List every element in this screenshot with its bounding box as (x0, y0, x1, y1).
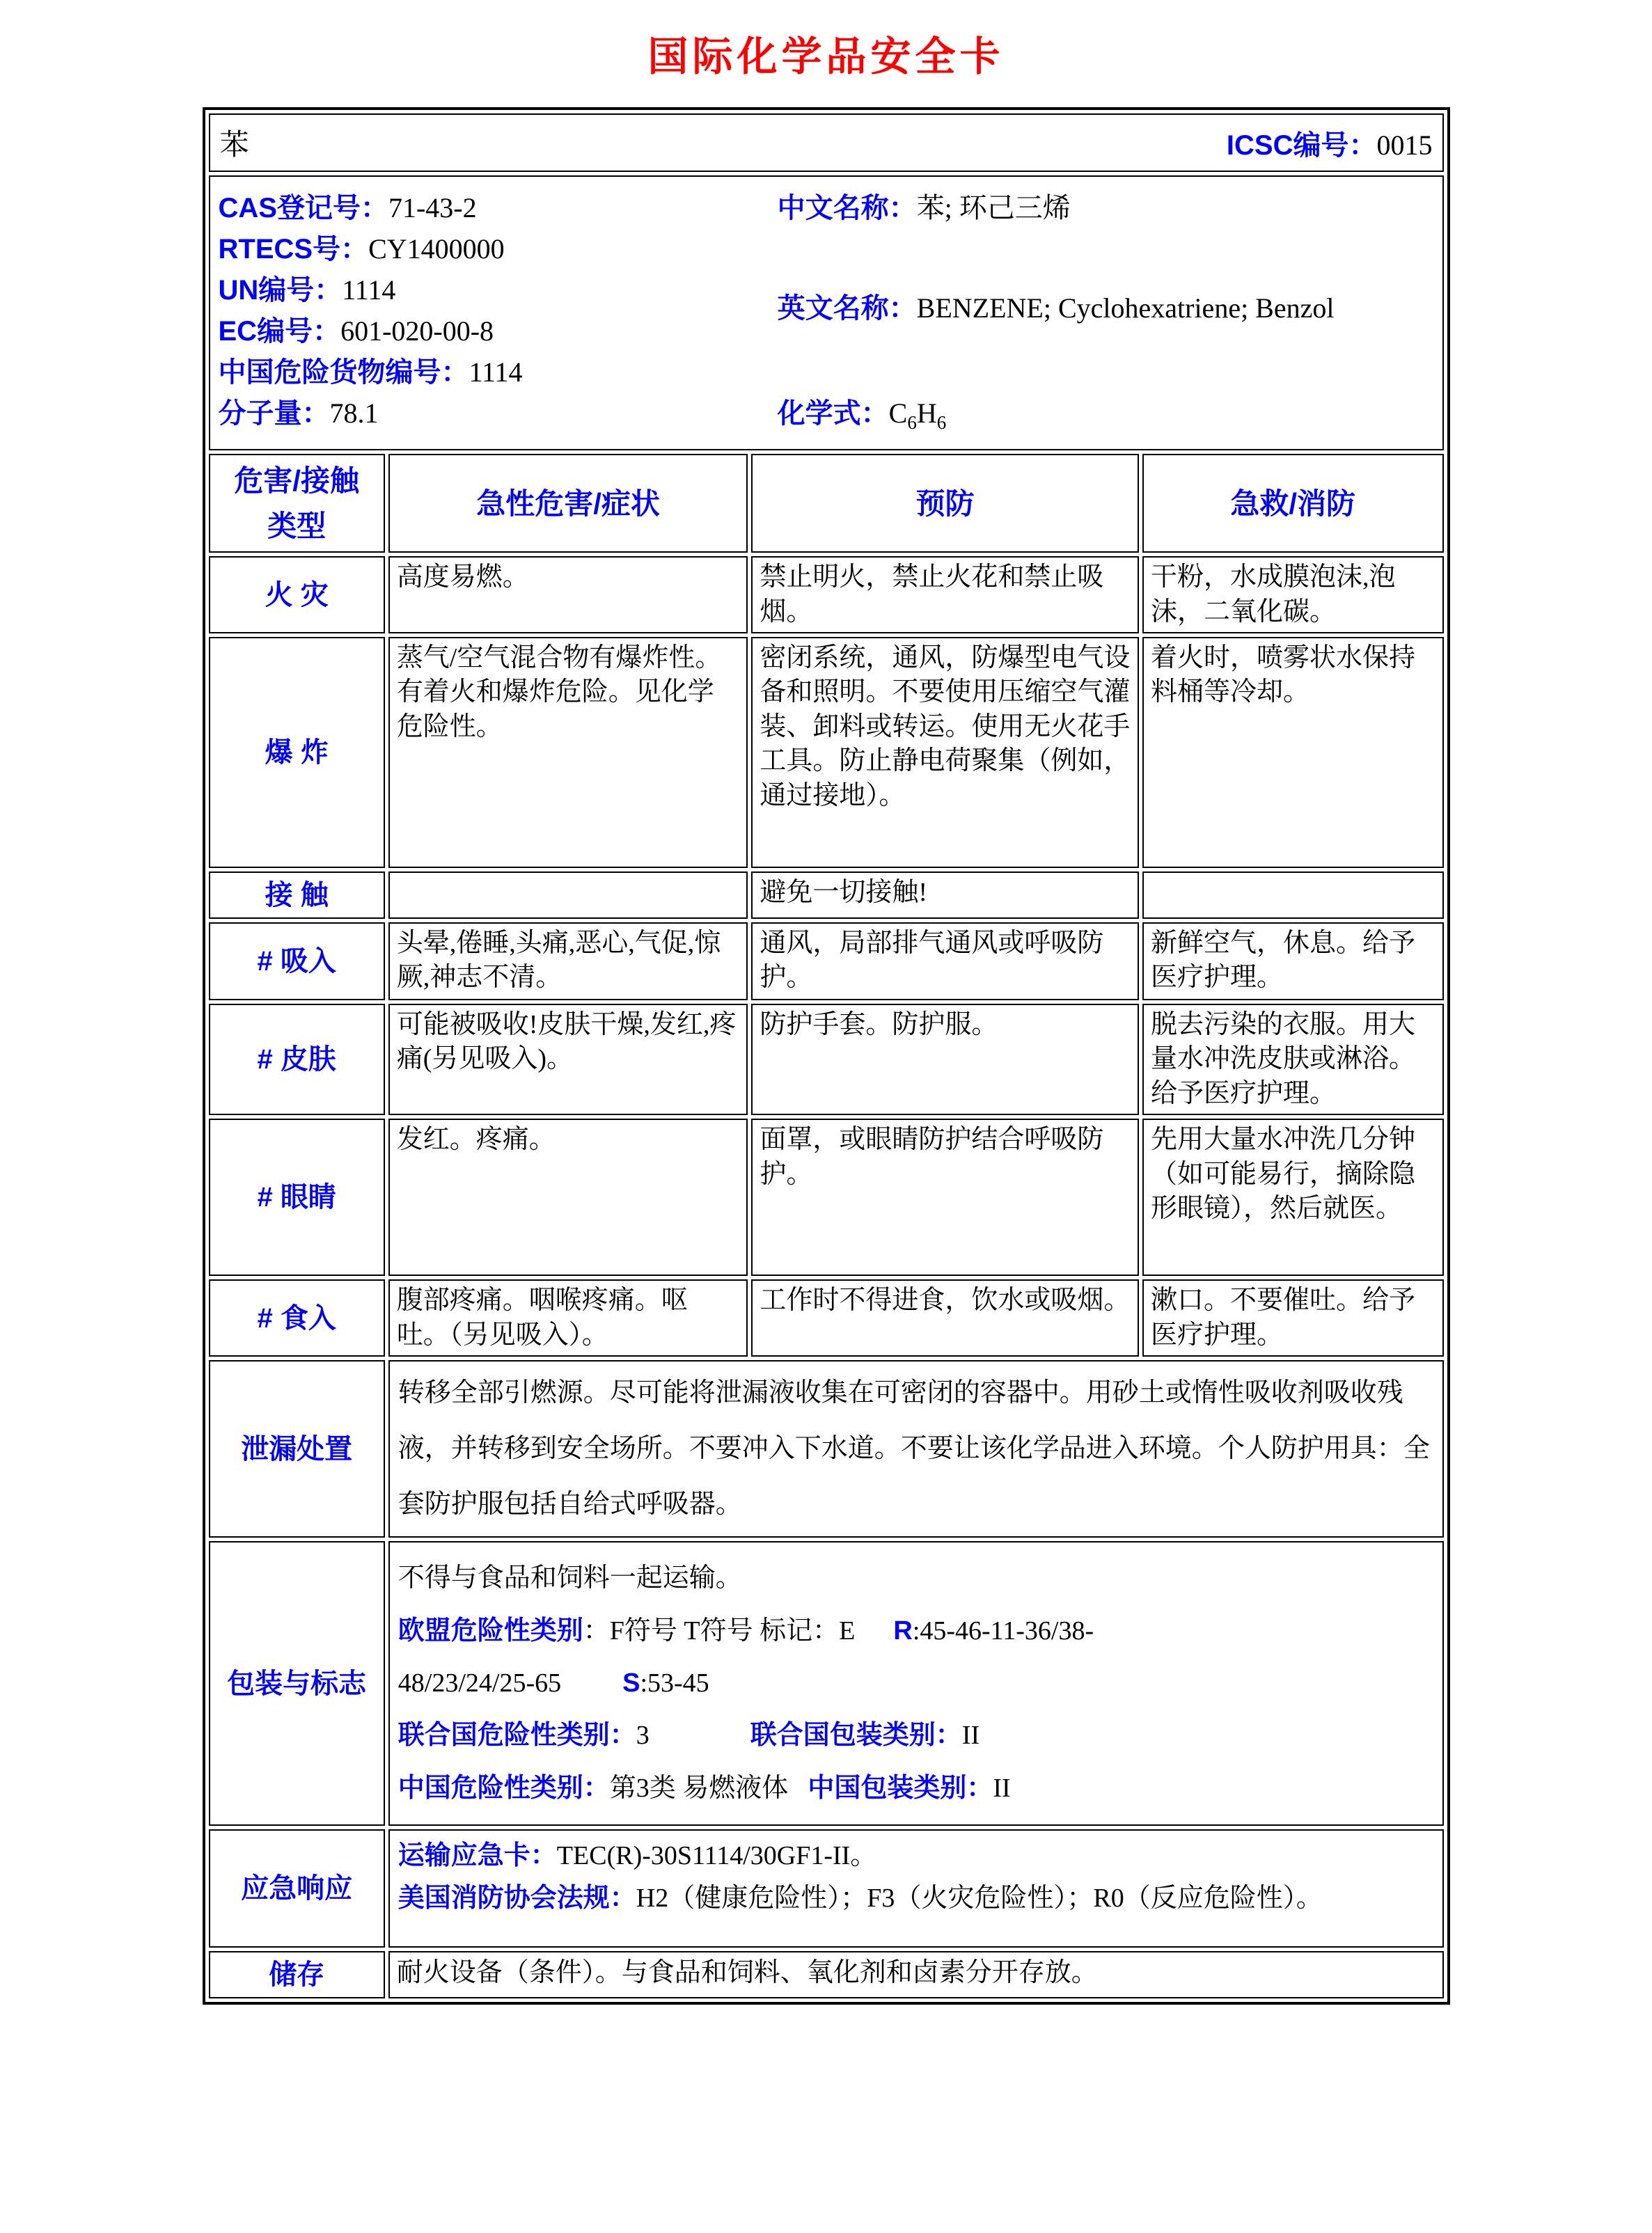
molecular-weight-label: 分子量： (218, 398, 330, 429)
eyes-prevention: 面罩，或眼睛防护结合呼吸防护。 (751, 1119, 1139, 1276)
identifiers-right-column (778, 184, 1434, 438)
nfpa-code-label: 美国消防协会法规： (398, 1883, 636, 1913)
fire-response: 干粉，水成膜泡沫,泡沫，二氧化碳。 (1142, 556, 1444, 633)
ingestion-label: # 食入 (209, 1279, 385, 1357)
explosion-prevention: 密闭系统，通风，防爆型电气设备和照明。不要使用压缩空气灌装、卸料或转运。使用无火花手工具。防止静电荷聚集（例如，通过接地）。 (751, 637, 1139, 868)
emergency-label: 应急响应 (209, 1829, 385, 1948)
china-dg-number-line (219, 356, 778, 389)
hazard-header-row (209, 454, 1444, 553)
s-phrases-label: S (622, 1668, 640, 1698)
eu-class-value: ：F符号 T符号 标记：E (583, 1616, 856, 1646)
page-title: 国际化学品安全卡 (647, 34, 1005, 79)
s-phrases-value: :53-45 (640, 1668, 709, 1698)
eu-class-label: 欧盟危险性类别 (398, 1616, 583, 1646)
un-number-line (219, 274, 778, 307)
un-packing-group-value: II (961, 1721, 980, 1751)
cn-hazard-class-label: 中国危险性类别： (398, 1773, 610, 1803)
substance-row (209, 113, 1444, 172)
header-hazard-type-line2: 类型 (267, 510, 327, 543)
inhalation-row (209, 922, 1444, 1000)
ingestion-response: 漱口。不要催吐。给予医疗护理。 (1142, 1279, 1444, 1357)
cn-packing-group-label: 中国包装类别： (808, 1773, 993, 1803)
eyes-label: # 眼睛 (209, 1119, 385, 1276)
header-hazard-type-line1: 危害/接触 (234, 464, 359, 497)
cas-number-value: 71-43-2 (388, 192, 477, 223)
molecular-weight-line (219, 397, 778, 430)
safety-card-table (203, 107, 1450, 2005)
identifiers-left-column (219, 184, 778, 438)
cas-number-label: CAS登记号： (218, 193, 388, 223)
ingestion-row (209, 1279, 1444, 1357)
un-packing-group-label: 联合国包装类别： (750, 1721, 962, 1751)
header-prevention: 预防 (751, 454, 1139, 553)
transport-emergency-card-value: TEC(R)-30S1114/30GF1-II。 (556, 1840, 877, 1870)
icsc-number (1227, 123, 1433, 163)
storage-label: 储存 (209, 1951, 385, 1998)
contact-row (209, 871, 1444, 919)
header-acute-hazards: 急性危害/症状 (388, 454, 748, 553)
formula-line (778, 397, 1434, 434)
icsc-number-value: 0015 (1376, 129, 1433, 161)
explosion-row (209, 637, 1444, 868)
explosion-response: 着火时，喷雾状水保持料桶等冷却。 (1142, 637, 1444, 868)
eyes-symptoms: 发红。疼痛。 (388, 1119, 748, 1276)
spill-text: 转移全部引燃源。尽可能将泄漏液收集在可密闭的容器中。用砂土或惰性吸收剂吸收残液，并转移到安全场所。不要冲入下水道。不要让该化学品进入环境。个人防护用具：全套防护服包括自给式呼吸器。 (388, 1360, 1444, 1538)
contact-symptoms (388, 871, 748, 919)
un-hazard-class-value: 3 (636, 1721, 650, 1751)
formula-label: 化学式： (777, 397, 889, 429)
china-dg-number-value: 1114 (469, 356, 523, 388)
ingestion-symptoms: 腹部疼痛。咽喉疼痛。呕吐。（另见吸入）。 (388, 1279, 748, 1357)
chinese-name-line (778, 191, 1434, 225)
formula-c: C (888, 397, 908, 429)
ec-number-line (219, 315, 778, 348)
cn-packing-group-value: II (993, 1773, 1011, 1803)
transport-emergency-card-line (398, 1835, 1434, 1877)
packaging-content (388, 1541, 1444, 1825)
formula-h: H (916, 397, 937, 429)
china-dg-number-label: 中国危险货物编号： (218, 357, 469, 388)
inhalation-response: 新鲜空气，休息。给予医疗护理。 (1142, 922, 1444, 1000)
eyes-response: 先用大量水冲洗几分钟（如可能易行，摘除隐形眼镜），然后就医。 (1142, 1119, 1444, 1276)
nfpa-code-value: H2（健康危险性）；F3（火灾危险性）；R0（反应危险性）。 (636, 1883, 1323, 1913)
emergency-content (388, 1829, 1444, 1948)
r-phrases-continued: 48/23/24/25-65 (398, 1668, 562, 1698)
fire-label: 火 灾 (209, 556, 385, 633)
storage-text: 耐火设备（条件）。与食品和饲料、氧化剂和卤素分开存放。 (388, 1951, 1444, 1998)
packaging-row (209, 1541, 1444, 1825)
molecular-weight-value: 78.1 (329, 397, 379, 429)
fire-prevention: 禁止明火，禁止火花和禁止吸烟。 (751, 556, 1139, 633)
english-name-label: 英文名称： (777, 292, 917, 324)
rtecs-number-line (219, 232, 778, 266)
skin-label: # 皮肤 (209, 1004, 385, 1115)
english-name-value: BENZENE; Cyclohexatriene; Benzol (916, 292, 1335, 324)
eyes-row (209, 1119, 1444, 1276)
fire-symptoms: 高度易燃。 (388, 556, 748, 633)
contact-prevention: 避免一切接触! (751, 871, 1139, 919)
formula-c-subscript: 6 (907, 411, 917, 433)
cas-number-line (219, 191, 778, 225)
nfpa-code-line (398, 1877, 1434, 1920)
packaging-rs-continuation-line (398, 1666, 1434, 1701)
inhalation-prevention: 通风，局部排气通风或呼吸防护。 (751, 922, 1139, 1000)
emergency-row (209, 1829, 1444, 1948)
identifiers-row (209, 175, 1444, 450)
packaging-label: 包装与标志 (209, 1541, 385, 1825)
contact-label: 接 触 (209, 871, 385, 919)
chinese-name-label: 中文名称： (777, 193, 917, 223)
skin-symptoms: 可能被吸收!皮肤干燥,发红,疼痛(另见吸入)。 (388, 1004, 748, 1115)
icsc-number-label: ICSC编号： (1226, 129, 1377, 161)
packaging-eu-class-line (398, 1613, 1434, 1649)
skin-response: 脱去污染的衣服。用大量水冲洗皮肤或淋浴。给予医疗护理。 (1142, 1004, 1444, 1115)
cn-hazard-class-value: 第3类 易燃液体 (609, 1773, 789, 1803)
fire-row (209, 556, 1444, 633)
identifiers-cell (209, 175, 1444, 450)
chinese-name-value: 苯; 环己三烯 (916, 192, 1071, 223)
r-phrases-label: R (893, 1616, 913, 1646)
contact-response (1142, 871, 1444, 919)
rtecs-number-value: CY1400000 (368, 233, 505, 265)
header-hazard-type (209, 454, 385, 553)
packaging-cn-line (398, 1771, 1434, 1806)
un-number-label: UN编号： (218, 275, 343, 306)
un-number-value: 1114 (342, 274, 396, 306)
skin-row (209, 1004, 1444, 1115)
ec-number-label: EC编号： (218, 316, 341, 347)
packaging-transport-note: 不得与食品和饲料一起运输。 (398, 1563, 742, 1593)
rtecs-number-label: RTECS号： (218, 234, 369, 265)
spill-row (209, 1360, 1444, 1538)
r-phrases-value: :45-46-11-36/38- (912, 1616, 1094, 1646)
inhalation-label: # 吸入 (209, 922, 385, 1000)
explosion-label: 爆 炸 (209, 637, 385, 868)
packaging-un-line (398, 1718, 1434, 1753)
spill-label: 泄漏处置 (209, 1360, 385, 1538)
substance-name: 苯 (219, 129, 249, 161)
english-name-line (778, 292, 1434, 325)
inhalation-symptoms: 头晕,倦睡,头痛,恶心,气促,惊厥,神志不清。 (388, 922, 748, 1000)
skin-prevention: 防护手套。防护服。 (751, 1004, 1139, 1115)
explosion-symptoms: 蒸气/空气混合物有爆炸性。有着火和爆炸危险。见化学危险性。 (388, 637, 748, 868)
storage-row (209, 1951, 1444, 1998)
transport-emergency-card-label: 运输应急卡： (398, 1840, 557, 1870)
ingestion-prevention: 工作时不得进食，饮水或吸烟。 (751, 1279, 1139, 1357)
substance-cell (209, 113, 1444, 172)
formula-h-subscript: 6 (936, 411, 947, 433)
un-hazard-class-label: 联合国危险性类别： (398, 1721, 636, 1751)
ec-number-value: 601-020-00-8 (340, 315, 494, 347)
header-first-aid: 急救/消防 (1142, 454, 1444, 553)
